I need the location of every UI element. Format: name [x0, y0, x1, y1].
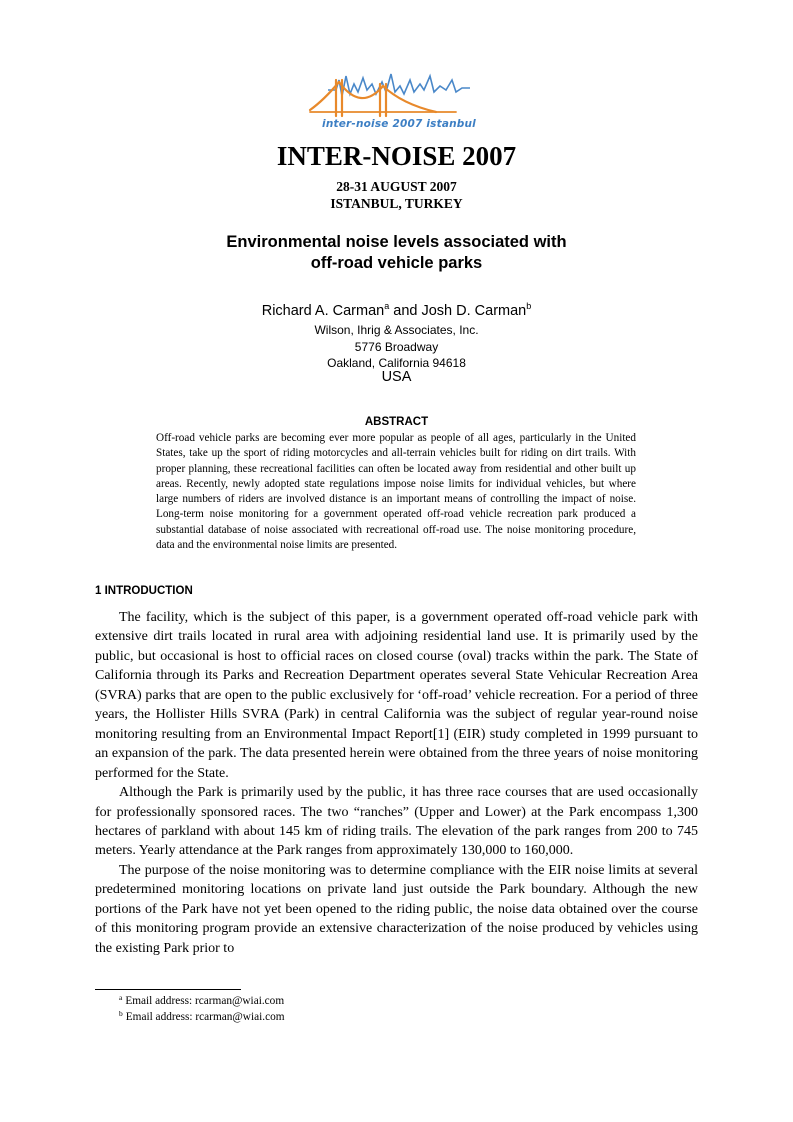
footnote-mark: b: [119, 1008, 123, 1018]
introduction-body: [95, 608, 698, 958]
footnote-text: Email address: rcarman@wiai.com: [125, 995, 285, 1007]
paper-title-line2: off-road vehicle parks: [310, 254, 483, 272]
logo-caption: inter-noise 2007 istanbul: [322, 118, 476, 130]
author-2: Josh D. Carman: [421, 303, 527, 319]
conference-dates: 28-31 AUGUST 2007: [336, 179, 457, 194]
affiliation-org: Wilson, Ihrig & Associates, Inc.: [314, 323, 479, 337]
paragraph: Although the Park is primarily used by the public, it has three race courses that are used occasionally for professionally sponsored races. The two “ranches” (Upper and Lower) at the Park encompass 1,300 hectares of parkland with about 145 km of riding trails. The elevation of the park ranges from 200 to 745 meters. Yearly attendance at the Park ranges from approximately 130,000 to 160,000.: [95, 785, 698, 859]
footnote-mark: a: [119, 993, 123, 1002]
affiliation-city: Oakland, California 94618: [327, 356, 466, 370]
abstract-heading: ABSTRACT: [364, 416, 429, 428]
conference-location: ISTANBUL, TURKEY: [330, 196, 463, 211]
conference-title: INTER-NOISE 2007: [276, 141, 517, 171]
footnote-text: Email address: rcarman@wiai.com: [125, 1010, 285, 1023]
footnote: [119, 1010, 285, 1026]
footnote: [119, 994, 285, 1010]
author-line: [0, 303, 793, 319]
author-1-mark: a: [384, 301, 390, 311]
footnote-divider: [95, 989, 241, 990]
affiliation-street: 5776 Broadway: [354, 339, 439, 354]
paper-title: [0, 232, 793, 274]
conference-logo: [306, 70, 492, 136]
affiliation-country: USA: [381, 369, 412, 385]
section-heading-introduction: 1 INTRODUCTION: [95, 585, 193, 597]
abstract-text: Off-road vehicle parks are becoming ever more popular as people of all ages, particularly in the United States, take up the sport of riding motorcycles and all-terrain vehicles built for riding on dirt trails. With proper planning, these recreational facilities can often be located away from residential and other built up areas. Recently, newly adopted state regulations impose noise limits for individual vehicles, but where large numbers of riders are involved distance is an important means of controlling the impact of noise. Long-term noise monitoring for a government operated off-road vehicle recreation park produced a substantial database of noise associated with recreational off-road use. The noise monitoring procedure, data and the environmental noise limits are presented.: [156, 432, 636, 552]
affiliation: [0, 322, 793, 372]
bridge-waveform-icon: [306, 70, 492, 118]
author-joiner: and: [389, 303, 422, 319]
author-2-mark: b: [526, 301, 532, 311]
bridge-icon: [310, 80, 456, 116]
paragraph: The facility, which is the subject of this paper, is a government operated off-road vehicle park with extensive dirt trails located in rural area with adjoining residential land use. It is primarily used by the public, but occasional is host to official races on closed course (oval) tracks within the park. The State of California through its Parks and Recreation Department operates several State Vehicular Recreation Area (SVRA) parks that are open to the public exclusively for ‘off-road’ vehicle recreation. For a period of three years, the Hollister Hills SVRA (Park) in central California was the subject of regular year-round noise monitoring resulting from an Environmental Impact Report[1] (EIR) study completed in 1999 pursuant to an expansion of the park. The data presented herein were obtained from the three years of noise monitoring performed for the State.: [95, 610, 698, 781]
footnotes: [119, 994, 285, 1025]
paragraph: The purpose of the noise monitoring was to determine compliance with the EIR noise limits at several predetermined monitoring locations on private land just outside the Park boundary. Although the new portions of the Park have not yet been opened to the riding public, the noise data obtained over the course of this monitoring program provide an extensive characterization of the noise produced by vehicles using the existing Park prior to: [95, 862, 698, 956]
paper-title-line1: Environmental noise levels associated with: [226, 233, 567, 251]
author-1: Richard A. Carman: [261, 303, 385, 319]
